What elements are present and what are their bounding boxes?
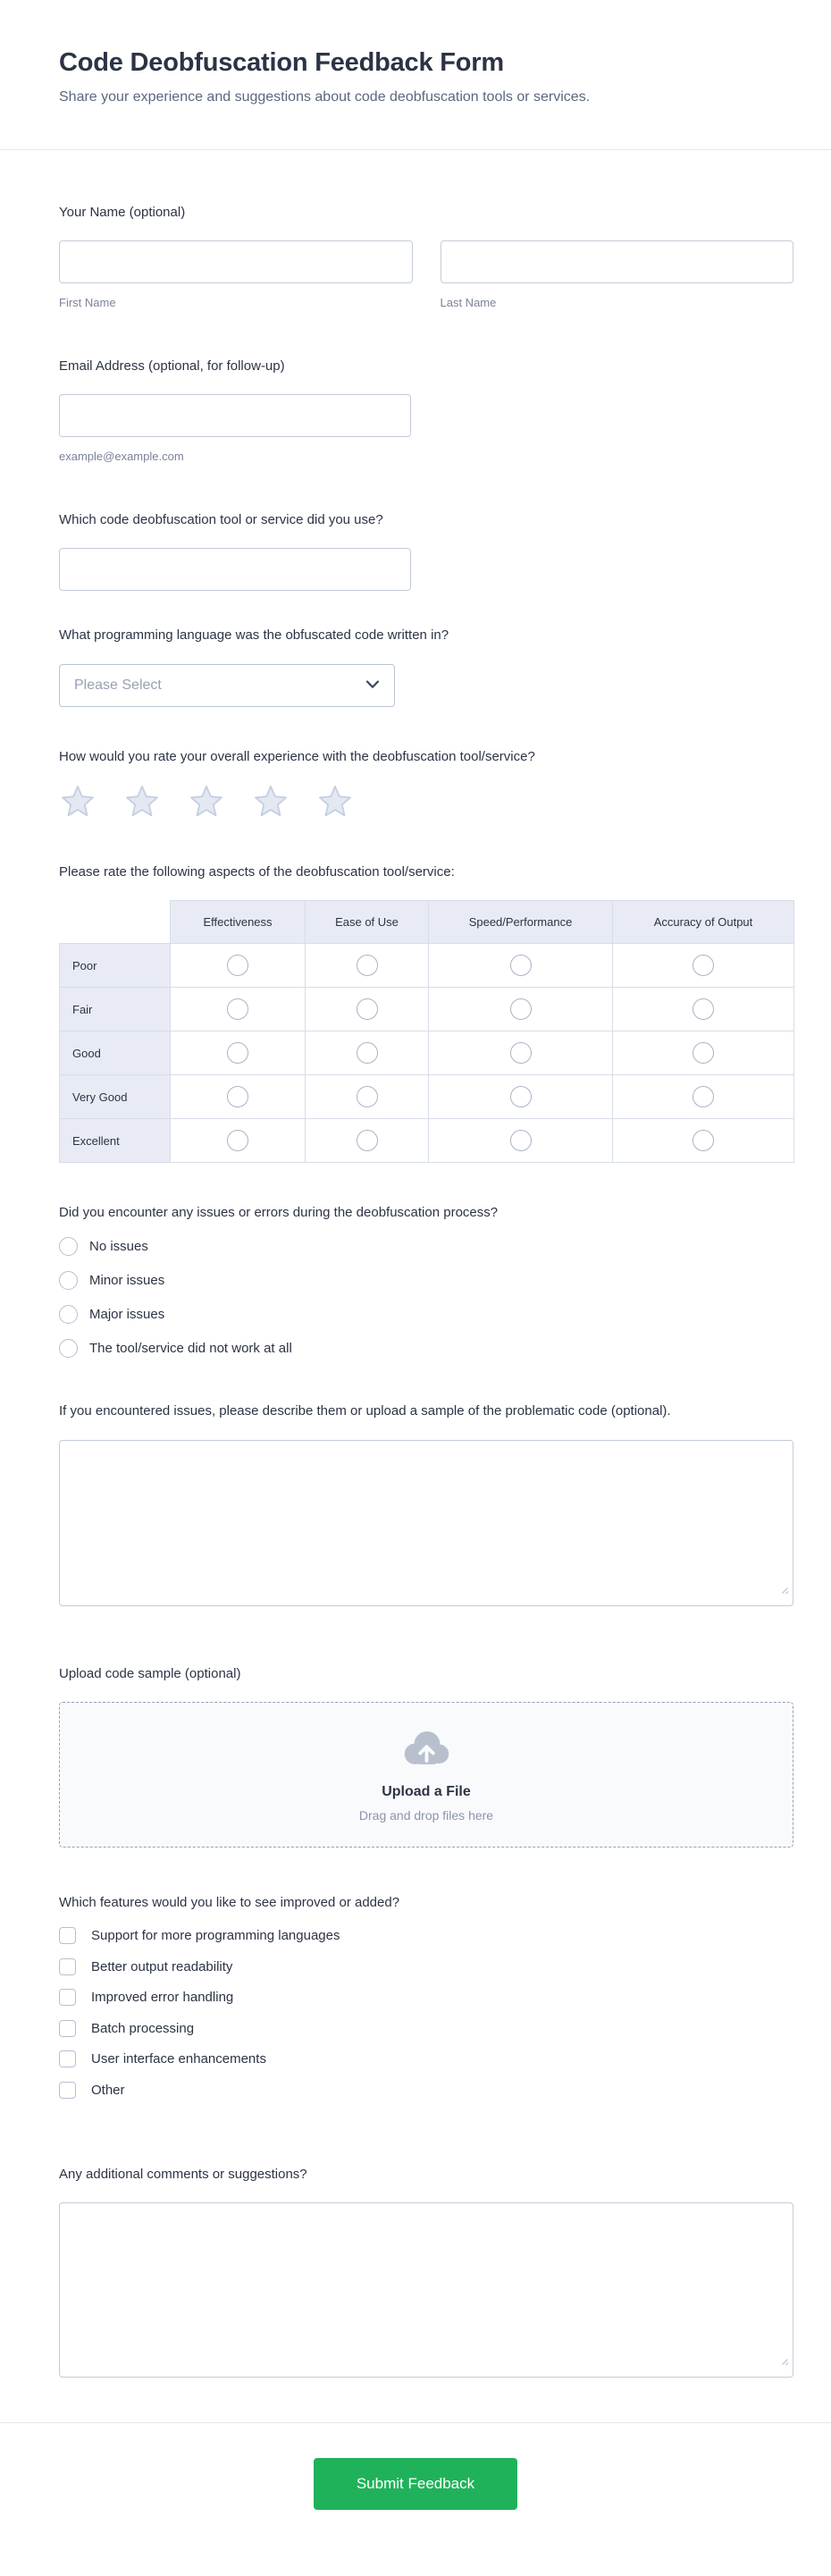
checkbox-icon[interactable] [59,1989,76,2006]
field-describe-issues [59,1401,793,1605]
matrix-row-header: Good [60,1031,171,1075]
matrix-radio[interactable] [510,998,532,1020]
your-name-label: Your Name (optional) [59,204,186,220]
matrix-cell [613,944,794,988]
matrix-cell [171,988,306,1031]
matrix-radio[interactable] [357,955,378,976]
checkbox-option-label: Other [91,2082,125,2098]
matrix-row [60,944,794,988]
features-label: Which features would you like to see improved or added? [59,1894,400,1910]
checkbox-icon[interactable] [59,1927,76,1944]
checkbox-option-label: Better output readability [91,1958,233,1974]
first-name-input[interactable] [59,240,413,283]
matrix-row-header: Poor [60,944,171,988]
matrix-radio[interactable] [227,998,248,1020]
matrix-radio[interactable] [692,1086,714,1107]
matrix-column-header: Ease of Use [306,901,429,944]
matrix-radio[interactable] [510,1042,532,1064]
email-label: Email Address (optional, for follow-up) [59,358,285,374]
matrix-radio[interactable] [692,998,714,1020]
language-select-placeholder: Please Select [74,677,162,693]
describe-issues-textarea[interactable] [59,1440,793,1606]
matrix-cell [429,1119,613,1163]
field-tool-used [59,509,793,591]
matrix-row [60,1119,794,1163]
first-name-sublabel: First Name [59,295,116,309]
matrix-cell [429,988,613,1031]
radio-icon[interactable] [59,1305,78,1324]
first-name-column [59,240,413,309]
matrix-cell [306,944,429,988]
checkbox-icon[interactable] [59,2082,76,2099]
language-label: What programming language was the obfuscated code written in? [59,627,449,644]
radio-icon[interactable] [59,1271,78,1290]
checkbox-option-label: User interface enhancements [91,2051,266,2067]
star-icon[interactable] [252,783,290,819]
language-select[interactable] [59,664,395,707]
page-subtitle: Share your experience and suggestions about code deobfuscation tools or services. [59,89,591,105]
checkbox-option-more-languages[interactable] [59,1927,793,1945]
matrix-cell [171,1075,306,1119]
issues-label: Did you encounter any issues or errors during the deobfuscation process? [59,1205,499,1221]
star-icon[interactable] [59,783,97,819]
matrix-column-header: Speed/Performance [429,901,613,944]
matrix-cell [171,1119,306,1163]
star-icon[interactable] [316,783,354,819]
describe-issues-textarea-wrap [59,1440,793,1606]
radio-option-minor-issues[interactable] [59,1271,793,1290]
email-sublabel: example@example.com [59,450,184,464]
matrix-radio[interactable] [692,1042,714,1064]
matrix-radio[interactable] [227,1130,248,1151]
cloud-upload-icon [398,1727,455,1773]
radio-option-label: No issues [89,1239,148,1255]
matrix-cell [306,1075,429,1119]
matrix-radio[interactable] [357,1130,378,1151]
field-aspect-matrix [59,862,793,1163]
checkbox-option-other[interactable] [59,2082,793,2100]
star-icon[interactable] [188,783,225,819]
name-inputs-row [59,240,793,309]
matrix-cell [429,944,613,988]
matrix-cell [613,988,794,1031]
tool-used-input[interactable] [59,548,411,591]
matrix-cell [613,1075,794,1119]
page-title: Code Deobfuscation Feedback Form [59,48,504,77]
checkbox-option-ui-enhancements[interactable] [59,2050,793,2068]
chevron-down-icon [365,678,380,694]
submit-button[interactable]: Submit Feedback [314,2458,517,2510]
matrix-radio[interactable] [227,1086,248,1107]
last-name-column [441,240,794,309]
matrix-column-header: Effectiveness [171,901,306,944]
radio-option-major-issues[interactable] [59,1305,793,1324]
radio-option-label: Minor issues [89,1273,165,1289]
matrix-radio[interactable] [357,998,378,1020]
matrix-cell [306,1119,429,1163]
field-upload [59,1663,793,1848]
upload-label: Upload code sample (optional) [59,1665,241,1681]
matrix-cell [613,1031,794,1075]
upload-file-button-text: Upload a File [382,1783,471,1799]
resize-handle-icon[interactable] [778,1583,789,1599]
matrix-row-header: Very Good [60,1075,171,1119]
comments-textarea[interactable] [59,2202,793,2378]
matrix-radio[interactable] [692,955,714,976]
last-name-sublabel: Last Name [440,295,497,309]
aspect-matrix-label: Please rate the following aspects of the deobfuscation tool/service: [59,863,455,880]
describe-issues-label: If you encountered issues, please describe them or upload a sample of the problematic code (optional). [59,1403,671,1419]
matrix-radio[interactable] [357,1086,378,1107]
matrix-cell [171,944,306,988]
star-rating [59,783,793,819]
radio-option-label: The tool/service did not work at all [89,1341,292,1357]
star-icon[interactable] [123,783,161,819]
checkbox-option-error-handling[interactable] [59,1989,793,2007]
checkbox-option-label: Support for more programming languages [91,1928,340,1944]
matrix-row [60,1075,794,1119]
matrix-radio[interactable] [510,1130,532,1151]
file-upload-dropzone[interactable] [59,1702,793,1848]
submit-row [0,2423,831,2556]
field-comments [59,2164,793,2378]
matrix-cell [306,988,429,1031]
matrix-cell [429,1031,613,1075]
matrix-radio[interactable] [510,1086,532,1107]
matrix-cell [306,1031,429,1075]
field-issues [59,1202,793,1358]
checkbox-option-label: Batch processing [91,2020,195,2036]
matrix-header-row [60,901,794,944]
radio-option-no-issues[interactable] [59,1237,793,1256]
matrix-radio[interactable] [357,1042,378,1064]
rating-matrix-table [59,900,794,1163]
checkbox-icon[interactable] [59,2050,76,2067]
matrix-cell [171,1031,306,1075]
matrix-column-header: Accuracy of Output [613,901,794,944]
matrix-cell [613,1119,794,1163]
resize-handle-icon[interactable] [778,2354,789,2370]
checkbox-option-batch-processing[interactable] [59,2020,793,2038]
radio-icon[interactable] [59,1339,78,1358]
radio-icon[interactable] [59,1237,78,1256]
email-input[interactable] [59,394,411,437]
matrix-row-header: Excellent [60,1119,171,1163]
matrix-corner-cell [60,901,171,944]
matrix-radio[interactable] [227,1042,248,1064]
matrix-radio[interactable] [692,1130,714,1151]
field-your-name [59,202,793,309]
matrix-row [60,988,794,1031]
last-name-input[interactable] [441,240,794,283]
overall-rating-label: How would you rate your overall experience with the deobfuscation tool/service? [59,748,535,764]
tool-used-label: Which code deobfuscation tool or service did you use? [59,512,383,528]
matrix-row-header: Fair [60,988,171,1031]
field-features [59,1892,793,2099]
checkbox-icon[interactable] [59,1958,76,1975]
checkbox-icon[interactable] [59,2020,76,2037]
field-language [59,625,793,706]
field-overall-rating [59,746,793,819]
form-header [0,0,831,108]
radio-option-label: Major issues [89,1307,165,1323]
field-email [59,356,793,463]
matrix-radio[interactable] [510,955,532,976]
matrix-row [60,1031,794,1075]
comments-label: Any additional comments or suggestions? [59,2167,307,2183]
matrix-cell [429,1075,613,1119]
form-body [0,150,831,2378]
checkbox-option-output-readability[interactable] [59,1958,793,1976]
matrix-radio[interactable] [227,955,248,976]
comments-textarea-wrap [59,2202,793,2378]
upload-drag-drop-hint: Drag and drop files here [358,1807,494,1823]
radio-option-did-not-work[interactable] [59,1339,793,1358]
checkbox-option-label: Improved error handling [91,1990,234,2006]
